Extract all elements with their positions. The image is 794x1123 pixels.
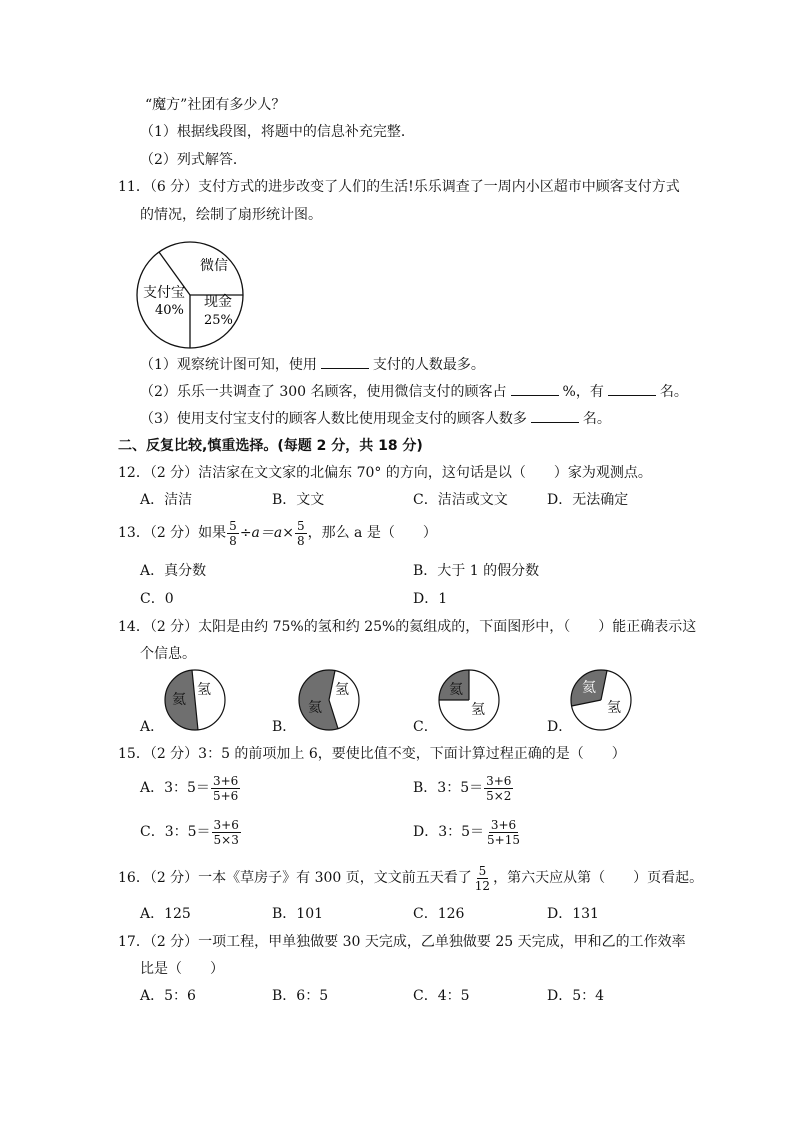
q14-option-a[interactable]: A． bbox=[140, 719, 165, 735]
label-helium: 氦 bbox=[172, 692, 186, 708]
fraction: $\frac{3+6}{5+6}$ bbox=[212, 773, 239, 803]
q13-stem: 13．（2 分）如果 $\frac{5}{8}$ ÷a＝a× $\frac{5}{8}$ ，那么 a 是（ ） bbox=[118, 518, 437, 548]
q15-option-a[interactable]: A．3：5＝ $\frac{3+6}{5+6}$ bbox=[140, 773, 239, 803]
q13-option-a[interactable]: A．真分数 bbox=[140, 563, 207, 579]
q15-stem: 15．（2 分）3：5 的前项加上 6，要使比值不变，下面计算过程正确的是（ ） bbox=[118, 746, 626, 762]
q13-option-d[interactable]: D．1 bbox=[413, 591, 448, 607]
q14-stem-line2: 个信息。 bbox=[140, 646, 196, 662]
label-hydrogen: 氢 bbox=[607, 700, 621, 716]
answer-blank[interactable] bbox=[511, 383, 559, 396]
q16-option-c[interactable]: C．126 bbox=[413, 906, 465, 922]
label-helium: 氦 bbox=[308, 700, 322, 716]
q11-sub2: （2）乐乐一共调查了 300 名顾客，使用微信支付的顾客占 %，有 名。 bbox=[140, 384, 688, 400]
pie-label-cash: 现金 bbox=[204, 294, 232, 310]
fraction: $\frac{3+6}{5\times 3}$ bbox=[213, 817, 239, 847]
answer-blank[interactable] bbox=[531, 410, 579, 423]
q11-stem-line1: 11．（6 分）支付方式的进步改变了人们的生活!乐乐调查了一周内小区超市中顾客支付方式 bbox=[118, 179, 680, 195]
label-hydrogen: 氢 bbox=[335, 682, 349, 698]
q14-stem-line1: 14．（2 分）太阳是由约 75%的氢和约 25%的氦组成的，下面图形中，（ ）能正确表示这 bbox=[118, 619, 697, 635]
answer-blank[interactable] bbox=[608, 383, 656, 396]
label-hydrogen: 氢 bbox=[197, 682, 211, 698]
q14-pie-d[interactable] bbox=[569, 668, 633, 732]
q16-stem: 16．（2 分）一本《草房子》有 300 页，文文前五天看了 $\frac{5}{12}$ ，第六天应从第（ ）页看起。 bbox=[118, 863, 704, 893]
q15-option-d[interactable]: D．3：5＝ $\frac{3+6}{5+15}$ bbox=[413, 817, 521, 847]
q14-option-c[interactable]: C． bbox=[413, 719, 438, 735]
q10-tail: “魔方”社团有多少人？ bbox=[145, 97, 286, 113]
fraction: $\frac{3+6}{5+15}$ bbox=[487, 817, 521, 847]
answer-blank[interactable] bbox=[321, 356, 369, 369]
q12-stem: 12．（2 分）洁洁家在文文家的北偏东 70° 的方向，这句话是以（ ）家为观测点。 bbox=[118, 465, 652, 481]
q14-pie-c[interactable] bbox=[437, 668, 501, 732]
fraction: $\frac{5}{8}$ bbox=[229, 518, 237, 548]
q16-option-b[interactable]: B．101 bbox=[272, 906, 324, 922]
pie-value-alipay: 40% bbox=[155, 303, 184, 318]
q12-option-c[interactable]: C．洁洁或文文 bbox=[413, 492, 508, 508]
q16-option-d[interactable]: D．131 bbox=[547, 906, 599, 922]
q17-option-c[interactable]: C．4：5 bbox=[413, 988, 470, 1004]
pie-label-wechat: 微信 bbox=[200, 258, 228, 274]
label-helium: 氦 bbox=[449, 682, 463, 698]
q14-pie-a[interactable] bbox=[163, 668, 227, 732]
q17-option-d[interactable]: D．5：4 bbox=[547, 988, 605, 1004]
q15-option-b[interactable]: B．3：5＝ $\frac{3+6}{5\times 2}$ bbox=[413, 773, 512, 803]
pie-label-alipay: 支付宝 bbox=[143, 285, 185, 301]
fraction: $\frac{5}{8}$ bbox=[296, 518, 305, 548]
pie-value-cash: 25% bbox=[204, 313, 233, 328]
q17-stem-line2: 比是（ ） bbox=[140, 961, 224, 977]
q17-stem-line1: 17．（2 分）一项工程，甲单独做要 30 天完成，乙单独做要 25 天完成，甲和乙的工作效率 bbox=[118, 934, 686, 950]
q16-option-a[interactable]: A．125 bbox=[140, 906, 191, 922]
q11-stem-line2: 的情况，绘制了扇形统计图。 bbox=[140, 207, 322, 223]
q17-option-b[interactable]: B．6：5 bbox=[272, 988, 329, 1004]
q10-part1: （1）根据线段图，将题中的信息补充完整． bbox=[140, 124, 415, 140]
q17-option-a[interactable]: A．5：6 bbox=[140, 988, 196, 1004]
section-heading: 二、反复比较,慎重选择。(每题 2 分，共 18 分) bbox=[118, 438, 423, 454]
q13-option-b[interactable]: B．大于 1 的假分数 bbox=[413, 563, 540, 579]
q12-option-a[interactable]: A．洁洁 bbox=[140, 492, 193, 508]
q11-sub1: （1）观察统计图可知，使用 支付的人数最多。 bbox=[140, 357, 485, 373]
payment-pie-chart bbox=[135, 240, 245, 350]
label-hydrogen: 氢 bbox=[471, 702, 485, 718]
q13-option-c[interactable]: C．0 bbox=[140, 591, 174, 607]
q14-pie-b[interactable] bbox=[297, 668, 361, 732]
fraction: $\frac{5}{12}$ bbox=[474, 863, 491, 893]
q14-option-b[interactable]: B． bbox=[272, 719, 297, 735]
q12-option-b[interactable]: B．文文 bbox=[272, 492, 325, 508]
q12-option-d[interactable]: D．无法确定 bbox=[547, 492, 629, 508]
q14-option-d[interactable]: D． bbox=[547, 719, 573, 735]
q11-sub3: （3）使用支付宝支付的顾客人数比使用现金支付的顾客人数多 名。 bbox=[140, 411, 611, 427]
q15-option-c[interactable]: C．3：5＝ $\frac{3+6}{5\times 3}$ bbox=[140, 817, 239, 847]
fraction: $\frac{3+6}{5\times 2}$ bbox=[486, 773, 512, 803]
q10-part2: （2）列式解答． bbox=[140, 152, 247, 168]
label-helium: 氦 bbox=[582, 680, 596, 696]
